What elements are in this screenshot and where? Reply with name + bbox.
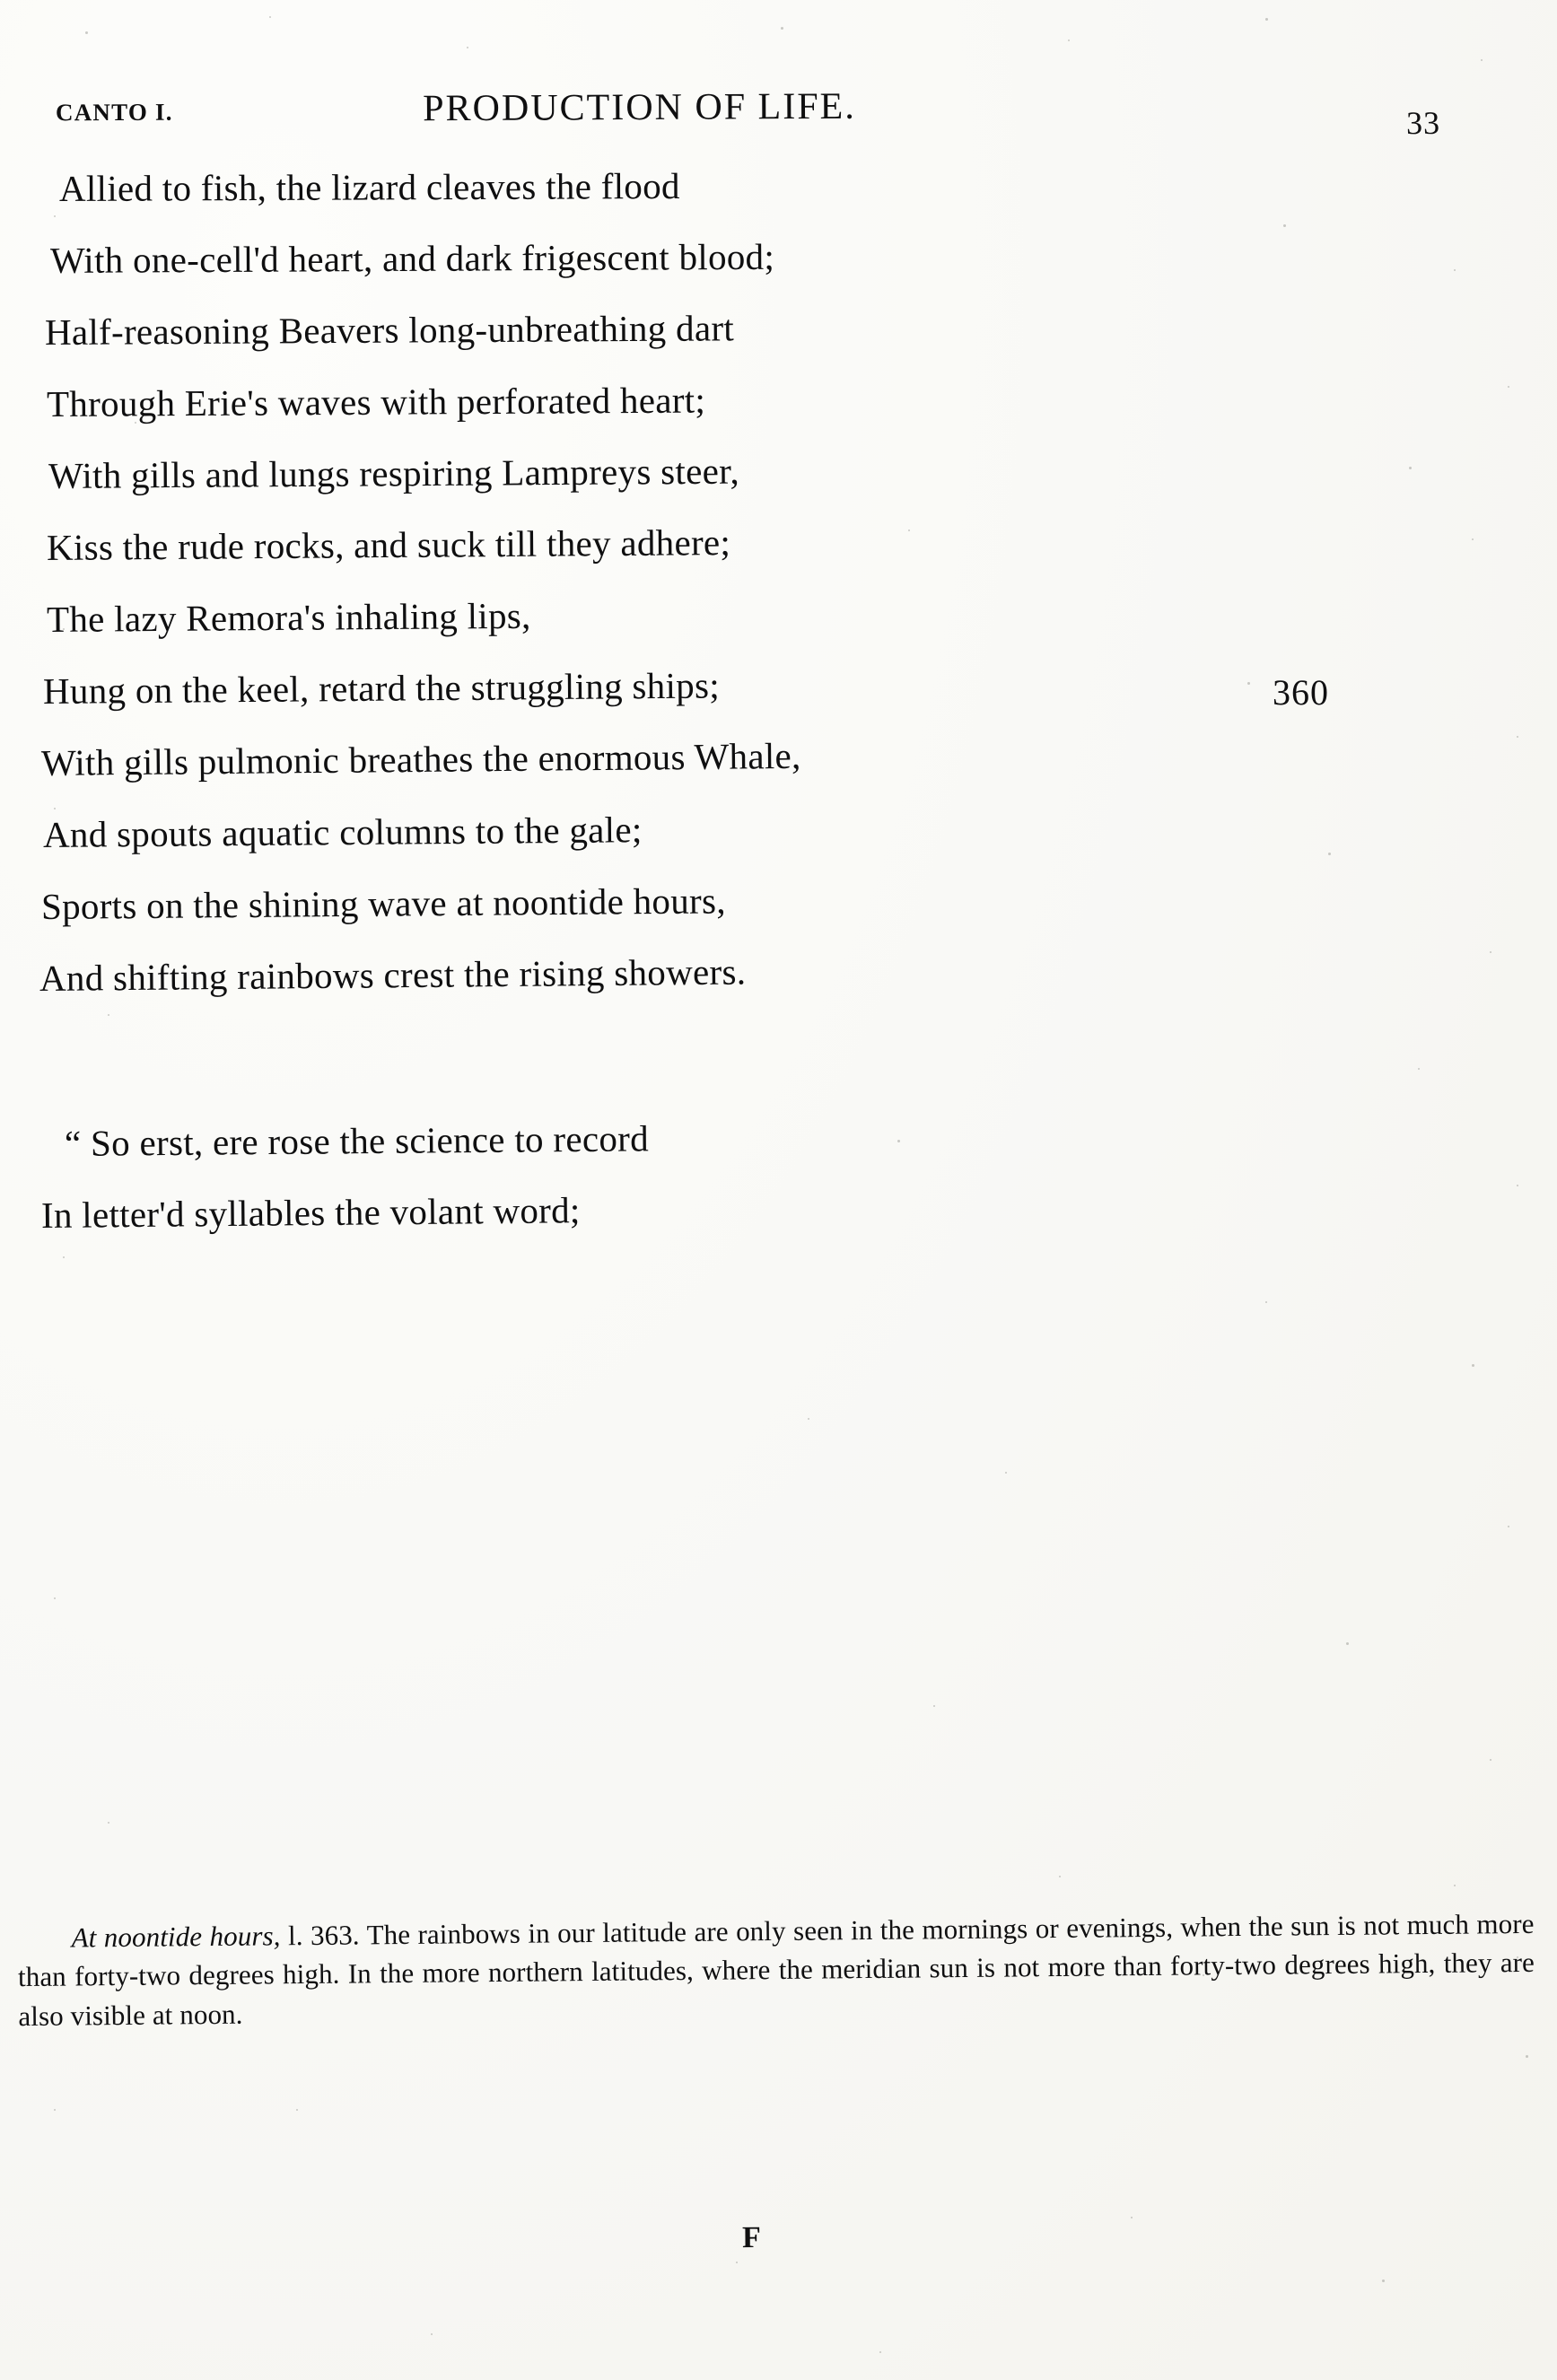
footnote [17,1904,1535,2035]
verse-line [43,307,1479,386]
verse-line [43,235,1479,314]
verse-line [40,1189,1479,1269]
verse-line [43,450,1479,529]
running-head [0,86,1557,140]
verse-line [43,521,1479,601]
verse-line [42,809,1479,888]
verse-line-text: Kiss the rude rocks, and suck till they adhere; [46,521,731,568]
verse-line [43,164,1479,242]
signature-mark: F [741,2220,762,2255]
verse-line-text: With gills and lungs respiring Lampreys steer, [48,450,740,496]
page-number: 33 [1405,104,1441,142]
verse-line [40,734,1479,817]
verse-line-text: And spouts aquatic columns to the gale; [42,809,643,855]
verse-line-text: Hung on the keel, retard the struggling ships; [42,664,721,712]
verse-line-text: Allied to fish, the lizard cleaves the flood [58,164,680,209]
verse-line [39,950,1479,1032]
verse-line [40,879,1479,960]
verse-line-text: With one-cell'd heart, and dark frigescent blood; [49,235,775,281]
verse-line-text: And shifting rainbows crest the rising showers. [39,950,747,999]
page-title: PRODUCTION OF LIFE. [423,85,856,130]
verse-line-text: Through Erie's waves with perforated heart; [46,379,706,424]
verse-line-text: Sports on the shining wave at noontide hours, [40,879,726,927]
footnote-reference: l. 363. [287,1919,360,1952]
footnote-body: The rainbows in our latitude are only seen in the mornings or evenings, when the sun is not much more than forty-two degrees high. In the more northern latitudes, where the meridian sun is not more than forty-two degrees high, they are also visible at noon. [17,1907,1535,2032]
verse-block [39,164,1479,1269]
verse-line [43,594,1479,673]
stanza-break [43,1032,1479,1125]
canto-label: CANTO I. [55,98,173,127]
footnote-indent [18,1947,72,1948]
verse-line-text: The lazy Remora's inhaling lips, [46,594,531,640]
verse-line [43,379,1479,458]
verse-line-text: Half-reasoning Beavers long-unbreathing dart [44,307,735,353]
verse-line [43,1117,1479,1197]
verse-line-text: In letter'd syllables the volant word; [40,1189,581,1236]
footnote-lemma: At noontide hours, [71,1920,281,1954]
verse-line [42,664,1479,745]
verse-line-number: 360 [1273,672,1329,713]
verse-line-text: “ So erst, ere rose the science to record [64,1117,650,1164]
verse-line-text: With gills pulmonic breathes the enormous Whale, [40,734,801,783]
